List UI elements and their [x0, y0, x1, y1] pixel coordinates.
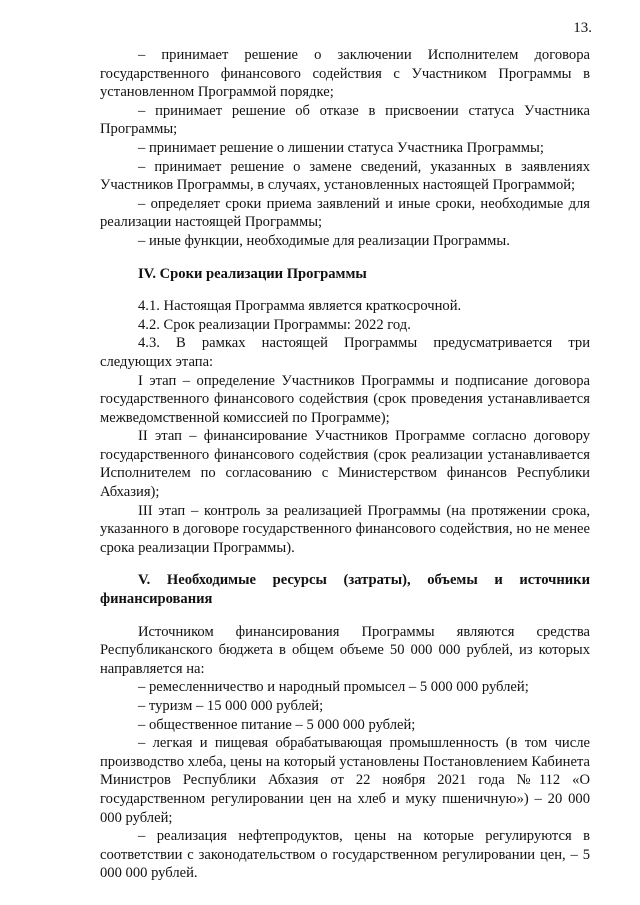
- paragraph: 4.2. Срок реализации Программы: 2022 год.: [138, 316, 411, 333]
- paragraph: – реализация нефтепродуктов, цены на которые регулируются в соответствии с законодательством о государственном регулировании цен, – 5 000 000 рублей.: [100, 828, 590, 882]
- paragraph: – ремесленничество и народный промысел – 5 000 000 рублей;: [138, 679, 529, 696]
- paragraph: II этап – финансирование Участников Программе согласно договору государственного финансового содействия (срок реализации устанавливается Исполнителем по согласованию с Министерством финансов Республики Абхазия);: [100, 428, 590, 501]
- paragraph: I этап – определение Участников Программы и подписание договора государственного финансового содействия (срок проведения устанавливается межведомственной комиссией по Программе);: [100, 372, 590, 426]
- section-heading: V. Необходимые ресурсы (затраты), объемы и источники финансирования: [100, 572, 590, 608]
- page-number: 13.: [573, 20, 592, 36]
- paragraph: – принимает решение о заключении Исполнителем договора государственного финансового содействия с Участником Программы в установленном Программой порядке;: [100, 47, 590, 101]
- paragraph: – легкая и пищевая обрабатывающая промышленность (в том числе производство хлеба, цены на который установлены Постановлением Кабинета Министров Республики Абхазия от 22 ноября 2021 года №112 «О государственном регулировании цен на хлеб и муку пшеничную») – 20 000 000 рублей;: [100, 735, 590, 826]
- paragraph: – принимает решение о лишении статуса Участника Программы;: [138, 139, 544, 156]
- paragraph: – принимает решение о замене сведений, указанных в заявлениях Участников Программы, в случаях, установленных настоящей Программой;: [100, 158, 590, 194]
- paragraph: 4.1. Настоящая Программа является краткосрочной.: [138, 298, 462, 315]
- paragraph: – туризм – 15 000 000 рублей;: [138, 698, 324, 714]
- paragraph: – определяет сроки приема заявлений и иные сроки, необходимые для реализации настоящей Программы;: [100, 195, 590, 231]
- paragraph: – иные функции, необходимые для реализации Программы.: [138, 232, 510, 249]
- section-heading: IV. Сроки реализации Программы: [138, 265, 367, 282]
- paragraph: Источником финансирования Программы являются средства Республиканского бюджета в общем объеме 50 000 000 рублей, из которых направляется на:: [100, 623, 590, 677]
- paragraph: – общественное питание – 5 000 000 рублей;: [138, 716, 416, 733]
- paragraph: III этап – контроль за реализацией Программы (на протяжении срока, указанного в договоре государственного финансового содействия, но не менее срока реализации Программы).: [100, 502, 590, 556]
- document-body: [100, 46, 590, 883]
- paragraph: – принимает решение об отказе в присвоении статуса Участника Программы;: [100, 102, 590, 138]
- paragraph: 4.3. В рамках настоящей Программы предусматривается три следующих этапа:: [100, 335, 590, 370]
